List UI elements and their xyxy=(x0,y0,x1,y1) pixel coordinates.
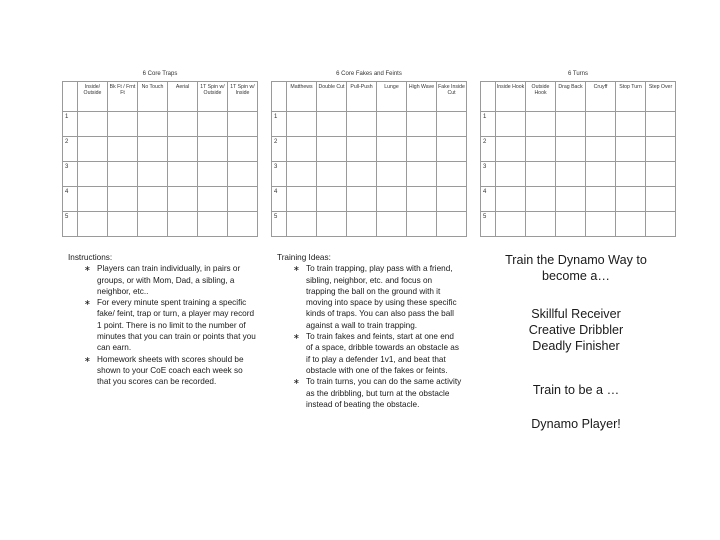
row-number: 4 xyxy=(272,187,287,212)
score-cell[interactable] xyxy=(407,137,437,162)
score-cell[interactable] xyxy=(108,137,138,162)
idea-text: To train turns, you can do the same activity as the dribbling, but turn at the obstacle instead of beating the obstacle. xyxy=(306,377,462,409)
row-number: 4 xyxy=(63,187,78,212)
column-header: Bk Ft / Frnt Ft xyxy=(108,82,138,112)
table-row xyxy=(272,137,467,162)
score-cell[interactable] xyxy=(407,187,437,212)
column-header: Step Over xyxy=(646,82,676,112)
promo-train-line: Train to be a … xyxy=(532,383,620,397)
score-cell[interactable] xyxy=(616,137,646,162)
row-number: 3 xyxy=(481,162,496,187)
score-cell[interactable] xyxy=(437,137,467,162)
column-header: Inside Hook xyxy=(496,82,526,112)
score-cell[interactable] xyxy=(496,137,526,162)
score-cell[interactable] xyxy=(317,162,347,187)
score-cell[interactable] xyxy=(78,162,108,187)
score-cell[interactable] xyxy=(646,137,676,162)
table-row xyxy=(63,162,258,187)
row-number: 2 xyxy=(481,137,496,162)
column-header: Pull-Push xyxy=(347,82,377,112)
bullet-icon: ∗ xyxy=(84,264,91,274)
score-cell[interactable] xyxy=(586,212,616,237)
score-cell[interactable] xyxy=(317,112,347,137)
table-row xyxy=(63,137,258,162)
score-cell[interactable] xyxy=(616,212,646,237)
score-cell[interactable] xyxy=(168,212,198,237)
score-cell[interactable] xyxy=(616,187,646,212)
table-row xyxy=(481,112,676,137)
score-cell[interactable] xyxy=(78,187,108,212)
training-ideas-heading: Training Ideas: xyxy=(277,253,331,262)
column-header: 1T Spin w/ Inside xyxy=(228,82,258,112)
column-header: Matthews xyxy=(287,82,317,112)
score-cell[interactable] xyxy=(586,187,616,212)
column-header: Aerial xyxy=(168,82,198,112)
row-number: 2 xyxy=(272,137,287,162)
score-cell[interactable] xyxy=(228,212,258,237)
score-cell[interactable] xyxy=(407,162,437,187)
table-header-row xyxy=(272,82,467,112)
score-cell[interactable] xyxy=(228,162,258,187)
bullet-icon: ∗ xyxy=(293,377,300,387)
score-cell[interactable] xyxy=(138,187,168,212)
score-cell[interactable] xyxy=(646,162,676,187)
corner-cell xyxy=(63,82,78,112)
score-cell[interactable] xyxy=(108,112,138,137)
score-cell[interactable] xyxy=(377,112,407,137)
instruction-text: Players can train individually, in pairs or groups, or with Mom, Dad, a sibling, a neighbor, etc.. xyxy=(97,264,241,296)
bullet-icon: ∗ xyxy=(293,264,300,274)
score-cell[interactable] xyxy=(556,137,586,162)
score-cell[interactable] xyxy=(347,112,377,137)
score-cell[interactable] xyxy=(78,137,108,162)
table-row xyxy=(481,187,676,212)
column-header: Inside/ Outside xyxy=(78,82,108,112)
score-cell[interactable] xyxy=(556,187,586,212)
table-row xyxy=(272,112,467,137)
list-item xyxy=(277,376,462,410)
score-cell[interactable] xyxy=(437,212,467,237)
fakes-table xyxy=(271,81,467,237)
score-cell[interactable] xyxy=(407,212,437,237)
table-row xyxy=(63,112,258,137)
traps-grid-title: 6 Core Traps xyxy=(142,71,178,77)
score-cell[interactable] xyxy=(556,212,586,237)
idea-text: To train trapping, play pass with a friend, sibling, neighbor, etc. and focus on trapping the ball on the ground with it moving into space by using these specific kinds of traps. You can also pass the ball against a wall to train trapping. xyxy=(306,264,457,330)
row-number: 1 xyxy=(63,112,78,137)
promo-headline: Train the Dynamo Way to become a… xyxy=(505,253,647,283)
score-cell[interactable] xyxy=(377,162,407,187)
promo-skill-dribbler: Creative Dribbler xyxy=(528,323,624,337)
bullet-icon: ∗ xyxy=(84,298,91,308)
score-cell[interactable] xyxy=(377,187,407,212)
row-number: 1 xyxy=(272,112,287,137)
score-cell[interactable] xyxy=(287,212,317,237)
list-item xyxy=(68,354,258,388)
score-cell[interactable] xyxy=(377,137,407,162)
score-cell[interactable] xyxy=(198,112,228,137)
score-cell[interactable] xyxy=(496,212,526,237)
score-cell[interactable] xyxy=(317,212,347,237)
fakes-grid-title: 6 Core Fakes and Feints xyxy=(336,71,402,77)
column-header: Cruyff xyxy=(586,82,616,112)
column-header: 1T Spin w/ Outside xyxy=(198,82,228,112)
table-row xyxy=(481,162,676,187)
score-cell[interactable] xyxy=(347,212,377,237)
row-number: 1 xyxy=(481,112,496,137)
table-row xyxy=(272,162,467,187)
table-row xyxy=(272,212,467,237)
corner-cell xyxy=(272,82,287,112)
traps-table xyxy=(62,81,258,237)
score-cell[interactable] xyxy=(496,112,526,137)
score-cell[interactable] xyxy=(108,187,138,212)
table-row xyxy=(63,212,258,237)
list-item xyxy=(68,297,258,353)
score-cell[interactable] xyxy=(646,212,676,237)
list-item xyxy=(277,263,462,331)
score-cell[interactable] xyxy=(646,187,676,212)
score-cell[interactable] xyxy=(108,162,138,187)
column-header: Double Cut xyxy=(317,82,347,112)
score-cell[interactable] xyxy=(556,112,586,137)
promo-section xyxy=(492,252,660,432)
score-cell[interactable] xyxy=(496,162,526,187)
idea-text: To train fakes and feints, start at one end of a space, dribble towards an obstacle as if to play a defender 1v1, and beat that obstacle with one of the fakes or feints. xyxy=(306,332,459,375)
instructions-heading: Instructions: xyxy=(68,253,113,262)
score-cell[interactable] xyxy=(347,162,377,187)
score-cell[interactable] xyxy=(228,137,258,162)
score-cell[interactable] xyxy=(287,112,317,137)
row-number: 3 xyxy=(63,162,78,187)
score-cell[interactable] xyxy=(526,112,556,137)
score-cell[interactable] xyxy=(138,112,168,137)
score-cell[interactable] xyxy=(138,212,168,237)
score-cell[interactable] xyxy=(616,112,646,137)
score-cell[interactable] xyxy=(287,137,317,162)
score-cell[interactable] xyxy=(228,187,258,212)
score-cell[interactable] xyxy=(198,137,228,162)
score-cell[interactable] xyxy=(586,112,616,137)
score-cell[interactable] xyxy=(108,212,138,237)
score-cell[interactable] xyxy=(198,212,228,237)
score-cell[interactable] xyxy=(317,187,347,212)
score-cell[interactable] xyxy=(168,112,198,137)
score-cell[interactable] xyxy=(437,162,467,187)
row-number: 3 xyxy=(272,162,287,187)
score-cell[interactable] xyxy=(78,112,108,137)
score-cell[interactable] xyxy=(526,162,556,187)
turns-grid-title: 6 Turns xyxy=(567,71,588,77)
score-cell[interactable] xyxy=(377,212,407,237)
row-number: 5 xyxy=(63,212,78,237)
score-cell[interactable] xyxy=(586,162,616,187)
score-cell[interactable] xyxy=(556,162,586,187)
list-item xyxy=(68,263,258,297)
corner-cell xyxy=(481,82,496,112)
table-header-row xyxy=(63,82,258,112)
column-header: Drag Back xyxy=(556,82,586,112)
score-cell[interactable] xyxy=(138,137,168,162)
score-cell[interactable] xyxy=(646,112,676,137)
score-cell[interactable] xyxy=(616,162,646,187)
row-number: 5 xyxy=(481,212,496,237)
training-ideas-section xyxy=(277,252,462,410)
column-header: Outside Hook xyxy=(526,82,556,112)
score-cell[interactable] xyxy=(198,162,228,187)
score-cell[interactable] xyxy=(437,112,467,137)
column-header: Fake Inside Cut xyxy=(437,82,467,112)
bullet-icon: ∗ xyxy=(293,332,300,342)
promo-skill-finisher: Deadly Finisher xyxy=(532,339,620,353)
score-cell[interactable] xyxy=(407,112,437,137)
training-ideas-list xyxy=(277,263,462,410)
score-cell[interactable] xyxy=(496,187,526,212)
column-header: Lunge xyxy=(377,82,407,112)
score-cell[interactable] xyxy=(287,162,317,187)
table-row xyxy=(481,212,676,237)
score-cell[interactable] xyxy=(168,137,198,162)
score-cell[interactable] xyxy=(526,212,556,237)
bullet-icon: ∗ xyxy=(84,354,91,364)
column-header: Stop Turn xyxy=(616,82,646,112)
score-cell[interactable] xyxy=(198,187,228,212)
score-cell[interactable] xyxy=(138,162,168,187)
score-cell[interactable] xyxy=(347,187,377,212)
turns-grid xyxy=(480,72,676,237)
score-cell[interactable] xyxy=(347,137,377,162)
table-row xyxy=(481,137,676,162)
row-number: 2 xyxy=(63,137,78,162)
turns-table xyxy=(480,81,676,237)
score-cell[interactable] xyxy=(287,187,317,212)
score-cell[interactable] xyxy=(526,187,556,212)
fakes-grid xyxy=(271,72,467,237)
list-item xyxy=(277,331,462,376)
row-number: 4 xyxy=(481,187,496,212)
row-number: 5 xyxy=(272,212,287,237)
score-cell[interactable] xyxy=(168,187,198,212)
score-cell[interactable] xyxy=(317,137,347,162)
score-cell[interactable] xyxy=(78,212,108,237)
instruction-text: Homework sheets with scores should be shown to your CoE coach each week so that you scores can be recorded. xyxy=(97,354,244,387)
promo-skill-receiver: Skillful Receiver xyxy=(531,307,621,321)
score-cell[interactable] xyxy=(526,137,556,162)
table-row xyxy=(272,187,467,212)
score-cell[interactable] xyxy=(586,137,616,162)
promo-player-line: Dynamo Player! xyxy=(531,417,621,431)
instruction-text: For every minute spent training a specific fake/ feint, trap or turn, a player may record 1 point. There is no limit to the number of minutes that you can train or points that you can earn. xyxy=(97,298,256,353)
traps-grid xyxy=(62,72,258,237)
table-header-row xyxy=(481,82,676,112)
table-row xyxy=(63,187,258,212)
score-cell[interactable] xyxy=(437,187,467,212)
score-cell[interactable] xyxy=(168,162,198,187)
column-header: No Touch xyxy=(138,82,168,112)
score-cell[interactable] xyxy=(228,112,258,137)
instructions-list xyxy=(68,263,258,387)
column-header: High Wave xyxy=(407,82,437,112)
instructions-section xyxy=(68,252,258,388)
